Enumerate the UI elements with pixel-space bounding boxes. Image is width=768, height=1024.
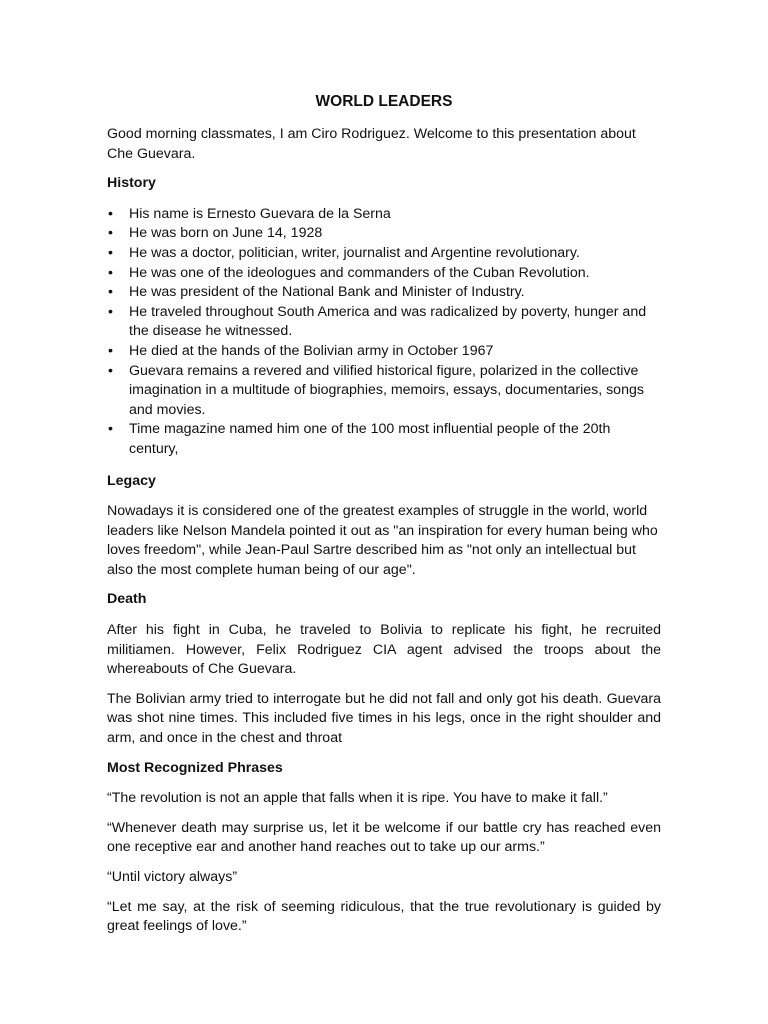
history-item: • His name is Ernesto Guevara de la Serna xyxy=(107,205,661,225)
legacy-paragraph: Nowadays it is considered one of the greatest examples of struggle in the world, world leaders like Nelson Mandela pointed it out as "an inspiration for every human being who loves freedom", while Jean-Paul Sartre described him as "not only an intellectual but also the most complete human being of our age". xyxy=(107,503,658,578)
phrases-heading: Most Recognized Phrases xyxy=(107,759,283,776)
document-title: WORLD LEADERS xyxy=(315,93,453,110)
death-paragraph: The Bolivian army tried to interrogate but he did not fall and only got his death. Guevara was shot nine times. This included five times in his legs, once in the right shoulder and arm, and once in the chest and throat xyxy=(107,690,661,747)
phrase-quote: “Let me say, at the risk of seeming ridiculous, that the true revolutionary is guided by great feelings of love.” xyxy=(107,898,661,935)
history-item: • Guevara remains a revered and vilified historical figure, polarized in the collective imagination in a multitude of biographies, memoirs, essays, documentaries, songs and movies. xyxy=(107,362,661,421)
history-item: • He was one of the ideologues and commanders of the Cuban Revolution. xyxy=(107,264,661,284)
death-paragraph: After his fight in Cuba, he traveled to Bolivia to replicate his fight, he recruited militiamen. However, Felix Rodriguez CIA agent advised the troops about the whereabouts of Che Guevara. xyxy=(107,622,661,678)
history-item: • Time magazine named him one of the 100 most influential people of the 20th century, xyxy=(107,420,661,459)
history-list xyxy=(107,205,661,460)
phrase-quote: “Whenever death may surprise us, let it be welcome if our battle cry has reached even one receptive ear and another hand reaches out to take up our arms.” xyxy=(107,819,661,856)
death-heading: Death xyxy=(107,591,147,608)
legacy-heading: Legacy xyxy=(107,472,156,489)
history-item: • He traveled throughout South America and was radicalized by poverty, hunger and the disease he witnessed. xyxy=(107,303,661,342)
phrase-quote: “Until victory always” xyxy=(107,869,238,885)
history-heading: History xyxy=(107,175,156,192)
history-item: • He was president of the National Bank and Minister of Industry. xyxy=(107,283,661,303)
history-item: • He died at the hands of the Bolivian army in October 1967 xyxy=(107,342,661,362)
history-item: • He was born on June 14, 1928 xyxy=(107,224,661,244)
phrase-quote: “The revolution is not an apple that falls when it is ripe. You have to make it fall.” xyxy=(107,790,608,807)
intro-paragraph: Good morning classmates, I am Ciro Rodriguez. Welcome to this presentation about Che Guevara. xyxy=(107,126,636,162)
history-item: • He was a doctor, politician, writer, journalist and Argentine revolutionary. xyxy=(107,244,661,264)
